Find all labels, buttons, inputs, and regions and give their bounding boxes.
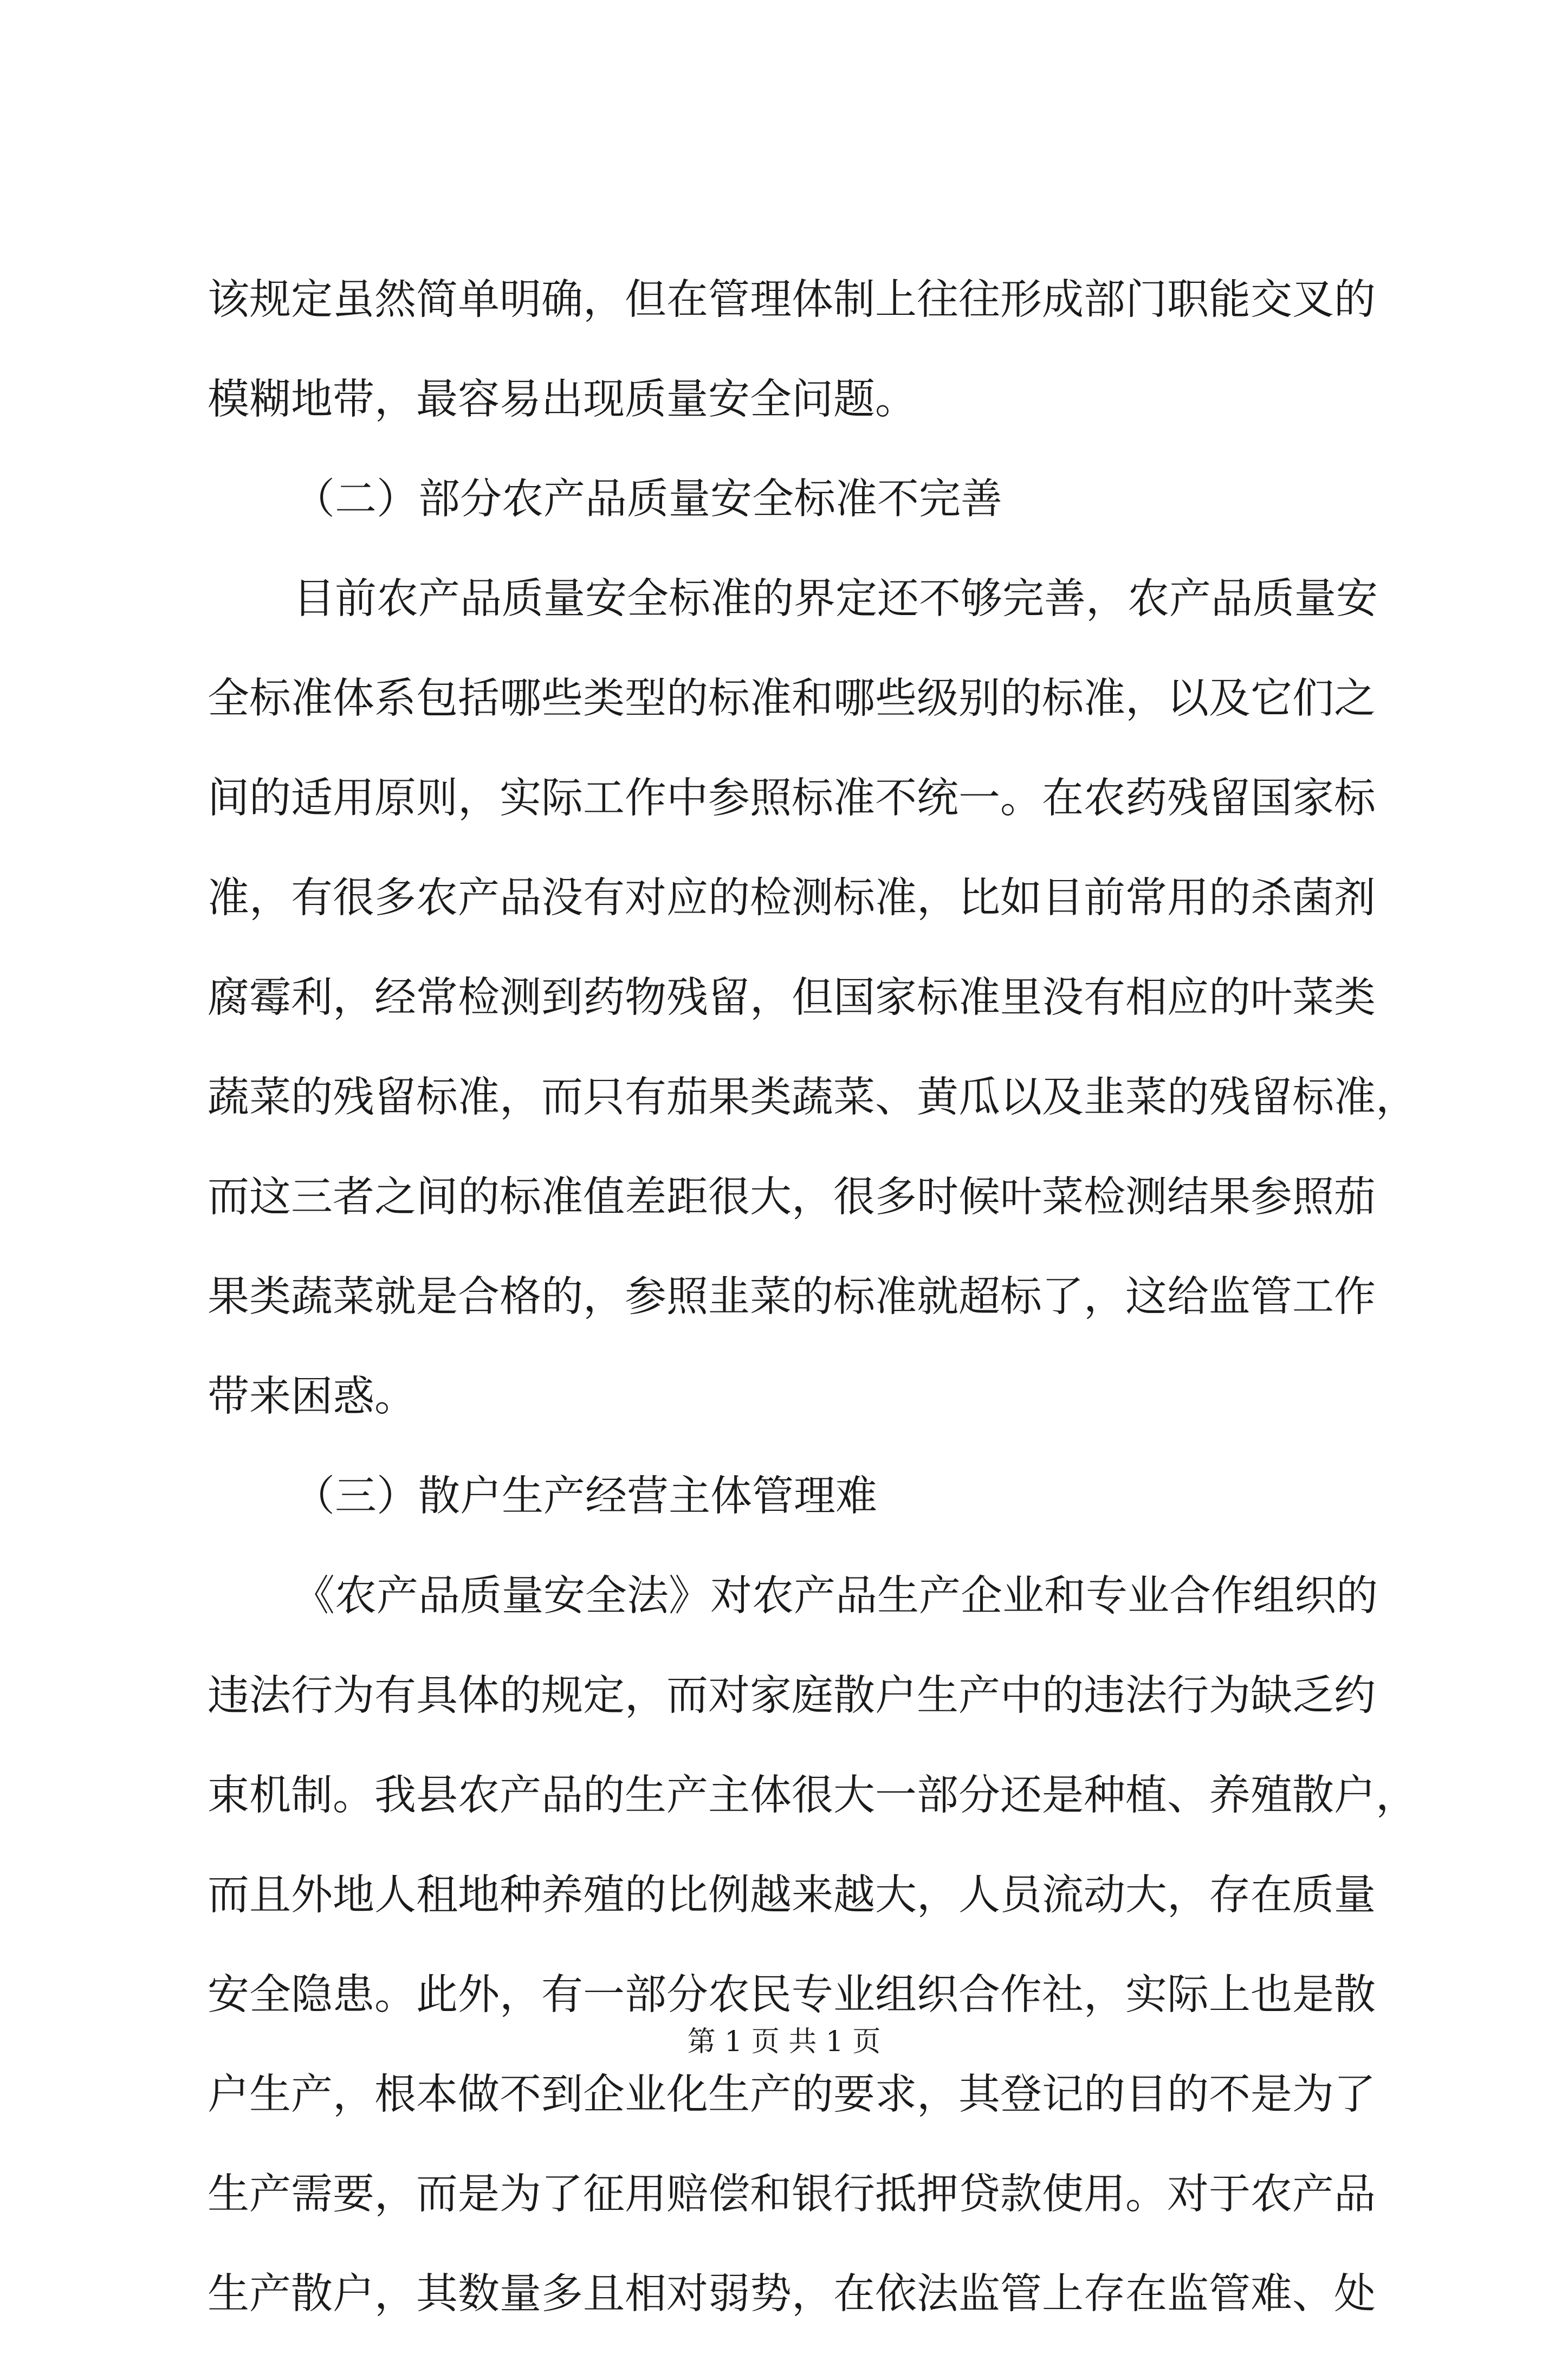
text-line: 该规定虽然简单明确，但在管理体制上往往形成部门职能交叉的 xyxy=(208,276,1376,324)
text-line: 束机制。我县农产品的生产主体很大一部分还是种植、养殖散户， xyxy=(208,1771,1417,1820)
section-heading-2: （二）部分农产品质量安全标准不完善 xyxy=(293,475,1002,523)
text-line: 腐霉利，经常检测到药物残留，但国家标准里没有相应的叶菜类 xyxy=(208,974,1376,1022)
text-line: 带来困惑。 xyxy=(208,1373,416,1421)
text-line: 安全隐患。此外，有一部分农民专业组织合作社，实际上也是散 xyxy=(208,1971,1376,2019)
text-line: 果类蔬菜就是合格的，参照韭菜的标准就超标了，这给监管工作 xyxy=(208,1273,1376,1321)
text-line: 《农产品质量安全法》对农产品生产企业和专业合作组织的 xyxy=(293,1572,1378,1620)
text-line: 目前农产品质量安全标准的界定还不够完善，农产品质量安 xyxy=(293,575,1378,623)
text-line: 模糊地带，最容易出现质量安全问题。 xyxy=(208,376,917,424)
text-line: 户生产，根本做不到企业化生产的要求，其登记的目的不是为了 xyxy=(208,2071,1376,2119)
section-heading-3: （三）散户生产经营主体管理难 xyxy=(293,1472,877,1521)
text-line: 间的适用原则，实际工作中参照标准不统一。在农药残留国家标 xyxy=(208,774,1376,823)
document-body xyxy=(208,276,1417,2373)
text-line: 生产需要，而是为了征用赔偿和银行抵押贷款使用。对于农产品 xyxy=(208,2170,1376,2219)
text-line: 准，有很多农产品没有对应的检测标准，比如目前常用的杀菌剂 xyxy=(208,874,1376,922)
page-footer: 第 1 页 共 1 页 xyxy=(687,2026,881,2058)
text-line: 蔬菜的残留标准，而只有茄果类蔬菜、黄瓜以及韭菜的残留标准， xyxy=(208,1074,1417,1122)
text-line: 全标准体系包括哪些类型的标准和哪些级别的标准，以及它们之 xyxy=(208,675,1376,723)
text-line: 而这三者之间的标准值差距很大，很多时候叶菜检测结果参照茄 xyxy=(208,1173,1376,1221)
text-line: 生产散户，其数量多且相对弱势，在依法监管上存在监管难、处 xyxy=(208,2270,1376,2318)
text-line: 而且外地人租地种养殖的比例越来越大，人员流动大，存在质量 xyxy=(208,1871,1376,1919)
text-line: 违法行为有具体的规定，而对家庭散户生产中的违法行为缺乏约 xyxy=(208,1672,1376,1720)
